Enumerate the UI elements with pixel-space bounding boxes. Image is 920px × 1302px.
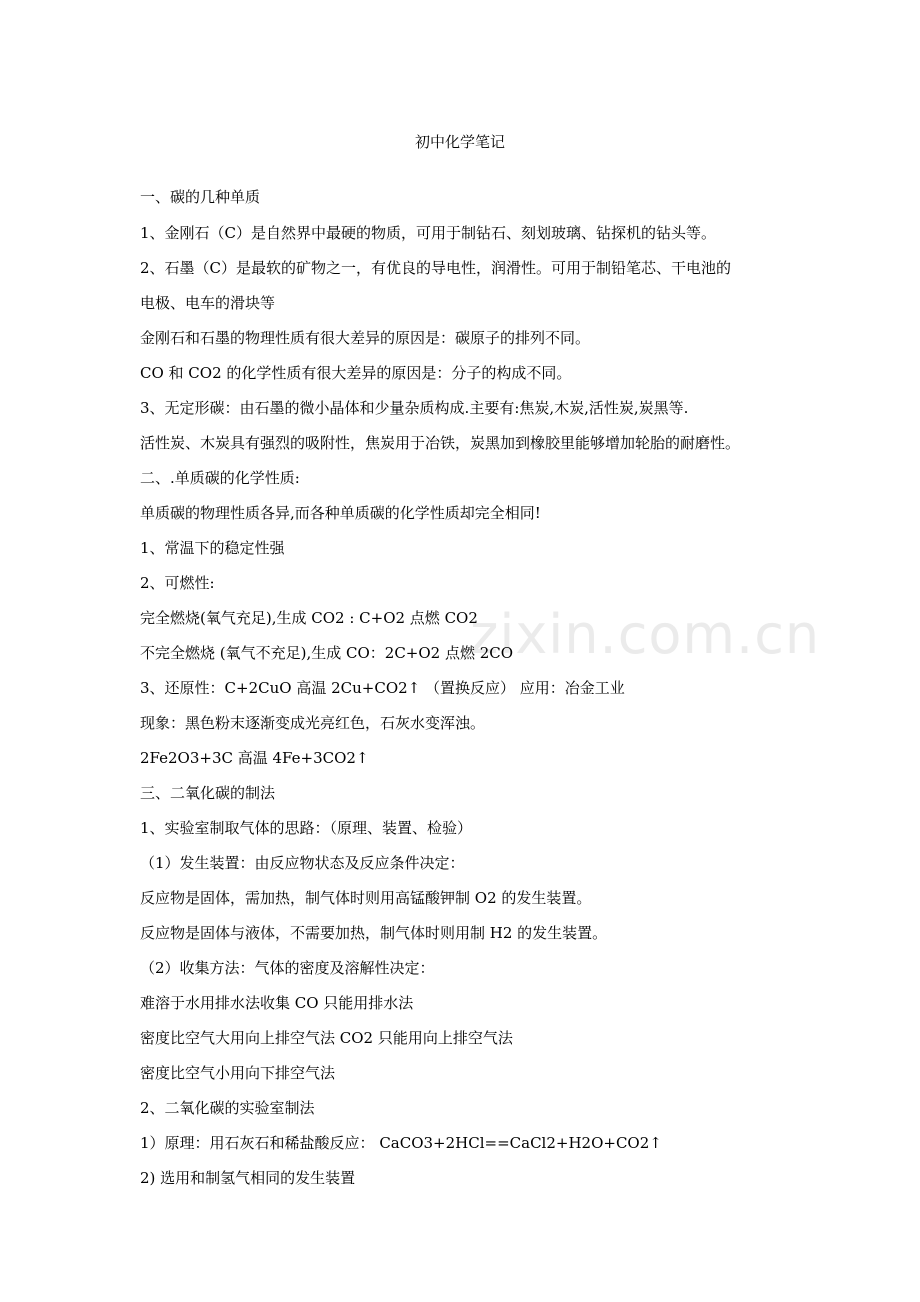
document-title: 初中化学笔记 [414,133,505,151]
text-line: 1、金刚石（C）是自然界中最硬的物质，可用于制钻石、刻划玻璃、钻探机的钻头等。 [140,224,717,242]
text-line: 反应物是固体与液体，不需要加热，制气体时则用制 H2 的发生装置。 [140,924,608,942]
text-line: 1、实验室制取气体的思路：（原理、装置、检验） [140,819,473,837]
text-line: 2) 选用和制氢气相同的发生装置 [140,1169,356,1187]
text-line: 电极、电车的滑块等 [140,294,276,312]
text-line: （1）发生装置：由反应物状态及反应条件决定： [140,854,465,872]
text-line: 密度比空气大用向上排空气法 CO2 只能用向上排空气法 [140,1029,513,1047]
text-line: 现象：黑色粉末逐渐变成光亮红色，石灰水变浑浊。 [140,714,486,732]
text-line: 密度比空气小用向下排空气法 [140,1064,336,1082]
text-line: 金刚石和石墨的物理性质有很大差异的原因是：碳原子的排列不同。 [140,329,591,347]
text-line: 单质碳的物理性质各异,而各种单质碳的化学性质却完全相同! [140,504,541,522]
text-line: CO 和 CO2 的化学性质有很大差异的原因是：分子的构成不同。 [140,364,572,382]
text-line: 难溶于水用排水法收集 CO 只能用排水法 [140,994,414,1012]
text-line: 2、石墨（C）是最软的矿物之一，有优良的导电性，润滑性。可用于制铅笔芯、干电池的 [140,259,732,277]
text-line: 完全燃烧(氧气充足),生成 CO2 : C+O2 点燃 CO2 [140,609,478,627]
text-line: 反应物是固体，需加热，制气体时则用高锰酸钾制 O2 的发生装置。 [140,889,592,907]
text-line: 2、可燃性: [140,574,215,592]
section-heading: 三、二氧化碳的制法 [140,784,276,802]
text-line: 2、二氧化碳的实验室制法 [140,1099,315,1117]
text-line: 1）原理：用石灰石和稀盐酸反应： CaCO3+2HCl==CaCl2+H2O+CO2↑ [140,1134,662,1152]
text-line: 不完全燃烧 (氧气不充足),生成 CO：2C+O2 点燃 2CO [140,644,514,662]
text-line: 活性炭、木炭具有强烈的吸附性，焦炭用于冶铁，炭黑加到橡胶里能够增加轮胎的耐磨性。 [140,434,741,452]
section-heading: 一、碳的几种单质 [140,188,261,206]
text-line: 3、还原性：C+2CuO 高温 2Cu+CO2↑ （置换反应） 应用：冶金工业 [140,679,625,697]
text-line: 3、无定形碳：由石墨的微小晶体和少量杂质构成.主要有:焦炭,木炭,活性炭,炭黑等. [140,399,689,417]
section-heading: 二、.单质碳的化学性质: [140,469,300,487]
watermark: zixin.com.cn [470,603,821,666]
text-line: （2）收集方法：气体的密度及溶解性决定： [140,959,435,977]
text-line: 1、常温下的稳定性强 [140,539,285,557]
text-line: 2Fe2O3+3C 高温 4Fe+3CO2↑ [140,749,369,767]
